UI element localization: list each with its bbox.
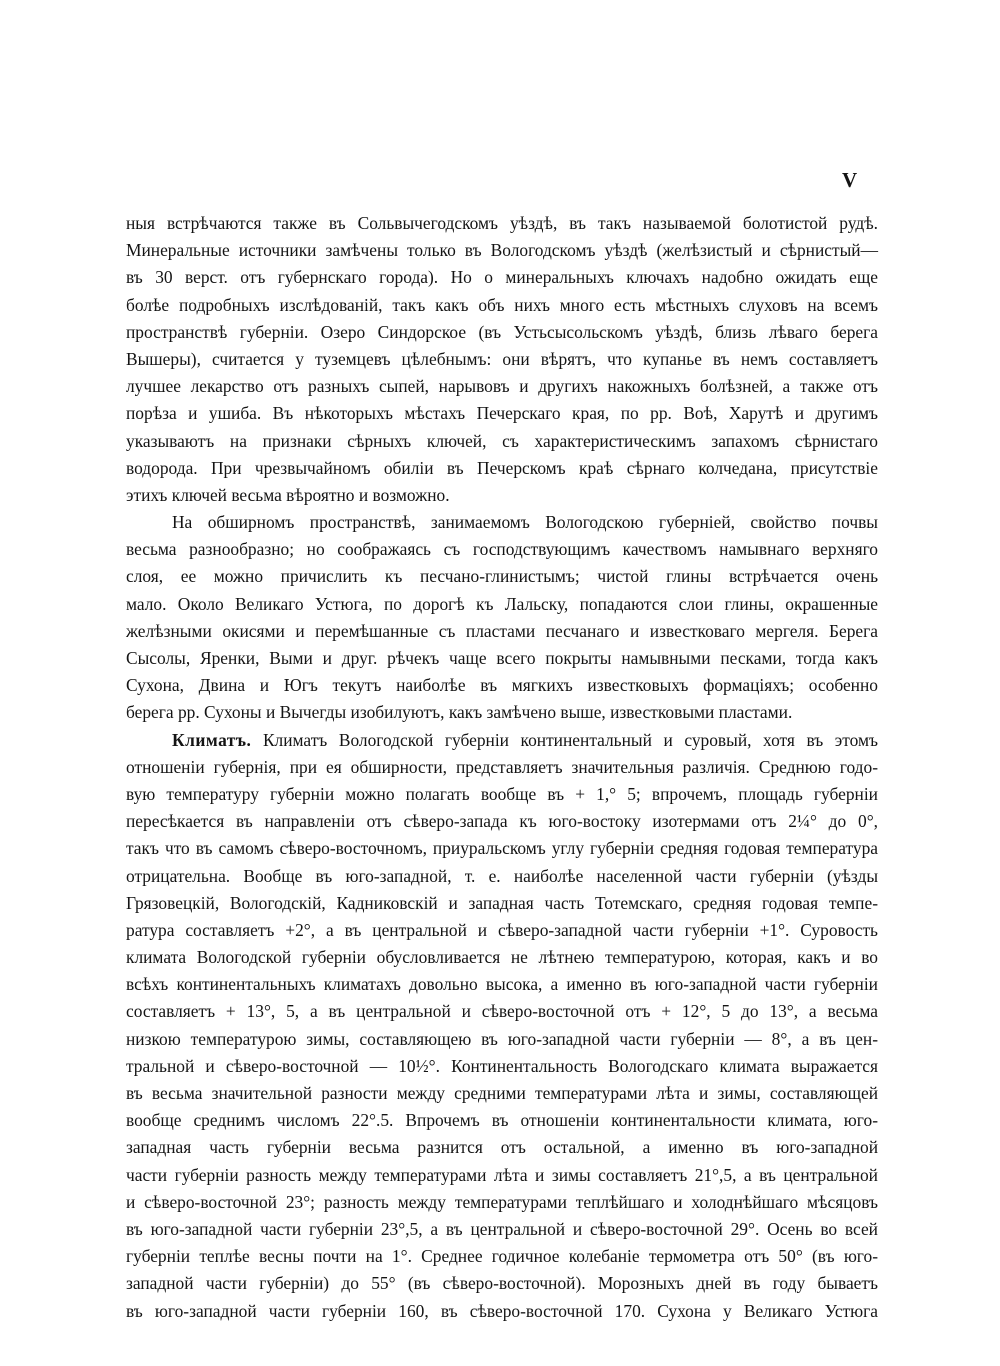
text-line: тральной и сѣверо-восточной — 10½°. Континентальность Вологодскаго климата выражается [126,1055,878,1076]
text-line-rest: Климатъ Вологодской губерніи континентальный и суровый, хотя въ этомъ [251,729,878,750]
text-line: низкою температурою зимы, составляющею въ юго-западной части губерніи — 8°, а въ цен- [126,1028,878,1049]
text-block [126,210,878,1325]
text-line: въ 30 верст. отъ губернскаго города). Но о минеральныхъ ключахъ надобно ожидать еще [126,267,878,288]
text-line: Грязовецкій, Вологодскій, Кадниковскій и западная часть Тотемскаго, средняя годовая темпе- [126,892,878,913]
text-line: въ юго-западной части губерніи 23°,5, а въ центральной и сѣверо-восточной 29°. Осень во всей [126,1218,878,1239]
text-line: вую температуру губерніи можно полагать вообще въ + 1,° 5; впрочемъ, площадь губерніи [126,783,878,804]
text-line: и сѣверо-восточной 23°; разность между температурами теплѣйшаго и холоднѣйшаго мѣсяцовъ [126,1191,878,1212]
text-line: отношеніи губернія, при ея обширности, представляетъ значительныя различія. Среднюю годо- [126,756,878,777]
text-line: лучшее лекарство отъ разныхъ сыпей, нарывовъ и другихъ накожныхъ болѣзней, а также отъ [126,376,878,397]
text-line: въ юго-западной части губерніи 160, въ сѣверо-восточной 170. Сухона у Великаго Устюга [126,1300,878,1321]
text-line: водорода. При чрезвычайномъ обиліи въ Печерскомъ краѣ сѣрнаго колчедана, присутствіе [126,457,878,478]
text-line: желѣзными окисями и перемѣшанные съ пластами песчанаго и известковаго мергеля. Берега [126,620,878,641]
page-number: V [842,168,858,192]
paragraph-soil [126,509,878,727]
text-line: На обширномъ пространствѣ, занимаемомъ Вологодскою губерніей, свойство почвы [172,512,878,533]
text-line: мало. Около Великаго Устюга, по дорогѣ къ Лальску, попадаются слои глины, окрашенные [126,593,878,614]
text-line: въ весьма значительной разности между средними температурами лѣта и зимы, составляющей [126,1083,878,1103]
text-line: западной части губерніи) до 55° (въ сѣверо-восточной). Морозныхъ дней въ году бываетъ [126,1273,878,1294]
text-line [126,727,878,754]
text-line: слоя, ее можно причислить къ песчано-глинистымъ; чистой глины встрѣчается очень [126,566,878,587]
text-line: порѣза и ушиба. Въ нѣкоторыхъ мѣстахъ Печерскаго края, по рр. Воѣ, Харутѣ и другимъ [126,403,878,424]
text-line: болѣе подробныхъ изслѣдованій, такъ какъ объ нихъ много есть мѣстныхъ слуховъ на всемъ [126,294,878,315]
text-line: такъ что въ самомъ сѣверо-восточномъ, приуральскомъ углу губерніи средняя годовая температура [126,838,878,859]
text-line: вообще среднимъ числомъ 22°.5. Впрочемъ въ отношеніи континентальности климата, юго- [126,1110,878,1131]
text-line: указываютъ на признаки сѣрныхъ ключей, съ характеристическимъ запахомъ сѣрнистаго [126,430,878,451]
text-line: Минеральные источники замѣчены только въ Вологодскомъ уѣздѣ (желѣзистый и сѣрнистый— [126,240,878,261]
text-line: весьма разнообразно; но соображаясь съ господствующимъ качествомъ намывнаго верхняго [126,539,878,560]
paragraph-minerals [126,210,878,509]
text-line: отрицательна. Вообще въ юго-западной, т. е. наиболѣе населенной части губерніи (уѣзды [126,865,878,886]
text-line: губерніи теплѣе весны почти на 1°. Среднее годичное колебаніе термометра отъ 50° (въ юго- [126,1246,878,1267]
text-line: пространствѣ губерніи. Озеро Синдорское (въ Устьсысольскомъ уѣздѣ, близь лѣваго берега [126,321,878,342]
text-line: Вышеры), считается у туземцевъ цѣлебнымъ: они вѣрятъ, что купанье въ немъ составляетъ [126,348,878,369]
text-line: составляетъ + 13°, 5, а въ центральной и сѣверо-восточной отъ + 12°, 5 до 13°, а весьма [126,1001,878,1022]
text-line: Сухона, Двина и Югъ текутъ наиболѣе въ мягкихъ известковыхъ формаціяхъ; особенно [126,675,878,696]
paragraph-climate [126,727,878,1325]
text-line: берега рр. Сухоны и Вычегды изобилуютъ, какъ замѣчено выше, известковыми пластами. [126,702,793,723]
text-line: климата Вологодской губерніи обусловливается не лѣтнею температурою, которая, какъ и во [126,947,878,968]
text-line: части губерніи разность между температурами лѣта и зимы составляетъ 21°,5, а въ центральной [126,1164,878,1185]
text-line: Сысолы, Яренки, Выми и друг. рѣчекъ чаще всего покрыты намывными песками, тогда какъ [126,648,878,668]
text-line: ныя встрѣчаются также въ Сольвычегодскомъ уѣздѣ, въ такъ называемой болотистой рудѣ. [126,213,878,233]
text-line: всѣхъ континентальныхъ климатахъ довольно высока, а именно въ юго-западной части губерніи [126,974,878,995]
text-line: этихъ ключей весьма вѣроятно и возможно. [126,484,450,505]
text-line: западная часть губерніи весьма разнится отъ остальной, а именно въ юго-западной [126,1137,878,1158]
text-line: ратура составляетъ +2°, а въ центральной и сѣверо-западной части губерніи +1°. Суровость [126,919,878,940]
text-line: пересѣкается въ направленіи отъ сѣверо-запада къ юго-востоку изотермами отъ 2¼° до 0°, [126,811,878,832]
section-heading-climate: Климатъ. [172,729,252,750]
